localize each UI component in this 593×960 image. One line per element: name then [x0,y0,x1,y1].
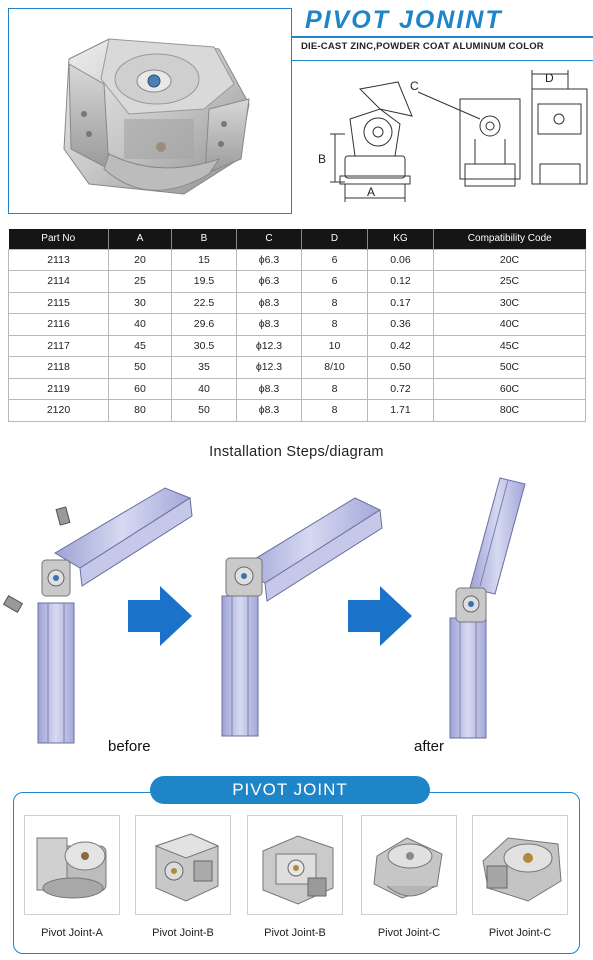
gallery-image-pivot-joint-c [361,815,457,915]
table-cell: 8 [302,400,368,422]
gallery-caption-pivot-joint-c: Pivot Joint-C [377,927,441,939]
gallery-caption-pivot-joint-a: Pivot Joint-A [41,927,103,939]
table-cell: 40C [434,314,586,336]
table-cell: 20 [109,249,172,271]
table-cell: 40 [109,314,172,336]
table-cell: 60 [109,378,172,400]
dim-label-d: D [545,71,554,85]
spec-table [8,229,586,422]
dim-label-a: A [367,185,376,199]
page-title: PIVOT JONINT [305,6,503,34]
table-cell: 2116 [9,314,109,336]
gallery-caption-pivot-joint-c-alt: Pivot Joint-C [488,927,552,939]
table-cell: 0.36 [368,314,434,336]
table-row [9,378,586,400]
table-cell: 25C [434,271,586,293]
after-assembly [450,478,525,738]
table-cell: 6 [302,271,368,293]
dim-label-c: C [410,79,419,93]
table-cell: 2120 [9,400,109,422]
table-cell: ϕ8.3 [237,400,302,422]
table-row [9,292,586,314]
table-cell: ϕ6.3 [237,249,302,271]
table-cell: 6 [302,249,368,271]
table-cell: 50 [172,400,237,422]
gallery-caption-pivot-joint-b: Pivot Joint-B [152,927,214,939]
table-cell: 2115 [9,292,109,314]
table-cell: 22.5 [172,292,237,314]
table-cell: 2119 [9,378,109,400]
arrow-icon [348,586,412,646]
table-cell: ϕ12.3 [237,357,302,379]
table-cell: 60C [434,378,586,400]
table-cell: 0.72 [368,378,434,400]
gallery-title: PIVOT JOINT [150,776,430,804]
col-header-part-no: Part No [9,229,109,249]
table-row [9,335,586,357]
table-row [9,400,586,422]
table-cell: 25 [109,271,172,293]
table-cell: 2114 [9,271,109,293]
table-cell: 29.6 [172,314,237,336]
title-divider [292,36,593,38]
col-header-compatibility: Compatibility Code [434,229,586,249]
table-cell: 45C [434,335,586,357]
table-cell: 8 [302,314,368,336]
before-label: before [108,738,151,755]
table-row [9,271,586,293]
gallery-caption-pivot-joint-b-alt: Pivot Joint-B [264,927,326,939]
arrow-icon [128,586,192,646]
table-cell: 30 [109,292,172,314]
table-header-row [9,229,586,249]
table-row [9,357,586,379]
gallery-image-pivot-joint-b [135,815,231,915]
col-header-a: A [109,229,172,249]
table-cell: 2117 [9,335,109,357]
col-header-kg: KG [368,229,434,249]
table-cell: 10 [302,335,368,357]
table-cell: 50C [434,357,586,379]
dimension-drawing [300,64,592,214]
table-cell: 0.42 [368,335,434,357]
table-cell: 8/10 [302,357,368,379]
table-cell: ϕ8.3 [237,378,302,400]
installation-diagram [0,468,593,763]
table-cell: 0.06 [368,249,434,271]
table-cell: 2113 [9,249,109,271]
table-cell: ϕ8.3 [237,314,302,336]
table-cell: 45 [109,335,172,357]
table-cell: 30.5 [172,335,237,357]
gallery-image-pivot-joint-b-alt [247,815,343,915]
table-cell: ϕ8.3 [237,292,302,314]
subtitle-divider [292,60,593,61]
gallery-image-pivot-joint-c-alt [472,815,568,915]
table-cell: 80 [109,400,172,422]
table-cell: 8 [302,292,368,314]
table-cell: 30C [434,292,586,314]
table-cell: 80C [434,400,586,422]
table-row [9,314,586,336]
col-header-b: B [172,229,237,249]
table-cell: 2118 [9,357,109,379]
table-cell: 1.71 [368,400,434,422]
table-cell: 8 [302,378,368,400]
dim-label-b: B [318,152,327,166]
table-cell: 40 [172,378,237,400]
table-cell: 0.17 [368,292,434,314]
installation-title: Installation Steps/diagram [209,444,384,460]
table-cell: ϕ12.3 [237,335,302,357]
gallery-image-pivot-joint-a [24,815,120,915]
table-cell: 35 [172,357,237,379]
table-cell: 0.50 [368,357,434,379]
after-label: after [414,738,445,755]
table-cell: 0.12 [368,271,434,293]
table-cell: 19.5 [172,271,237,293]
table-cell: 15 [172,249,237,271]
col-header-c: C [237,229,302,249]
table-cell: 20C [434,249,586,271]
page-subtitle: DIE-CAST ZINC,POWDER COAT ALUMINUM COLOR [301,41,544,52]
table-row [9,249,586,271]
product-photo [8,8,292,214]
table-cell: ϕ6.3 [237,271,302,293]
col-header-d: D [302,229,368,249]
table-cell: 50 [109,357,172,379]
